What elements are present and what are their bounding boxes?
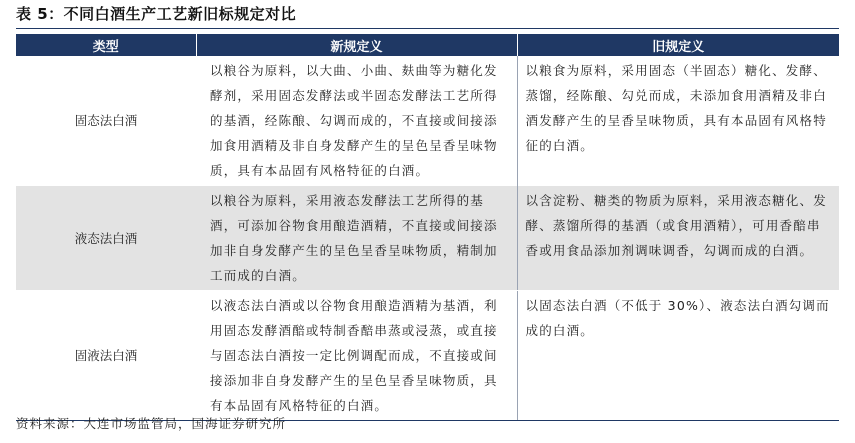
cell-new-definition: 以粮谷为原料，采用液态发酵法工艺所得的基酒，可添加谷物食用酿造酒精，不直接或间接添加非自身发酵产生的呈色呈香呈味物质，精制加工而成的白酒。 [196, 186, 517, 291]
cell-old-definition: 以粮食为原料，采用固态（半固态）糖化、发酵、蒸馏，经陈酿、勾兑而成，未添加食用酒精及非白酒发酵产生的呈香呈味物质，具有本品固有风格特征的白酒。 [525, 63, 827, 153]
cell-type: 固态法白酒 [74, 113, 138, 128]
cell-old-definition: 以固态法白酒（不低于 30%）、液态法白酒勾调而成的白酒。 [517, 291, 839, 421]
header-new-definition: 新规定义 [196, 34, 517, 56]
table-title: 表 5：不同白酒生产工艺新旧标规定对比 [16, 5, 297, 23]
table-header-row [16, 34, 839, 56]
comparison-table [16, 34, 839, 421]
cell-old-definition: 以含淀粉、糖类的物质为原料，采用液态糖化、发酵、蒸馏所得的基酒（或食用酒精），可用香醅串香或用食品添加剂调味调香，勾调而成的白酒。 [517, 186, 839, 291]
table-row [16, 291, 839, 421]
title-divider [16, 28, 839, 29]
cell-new-definition: 以粮谷为原料，以大曲、小曲、麸曲等为糖化发酵剂，采用固态发酵法或半固态发酵法工艺所得的基酒，经陈酿、勾调而成的，不直接或间接添加食用酒精及非自身发酵产生的呈色呈香呈味物质，具有本品固有风格特征的白酒。 [196, 56, 517, 186]
header-old-definition: 旧规定义 [517, 34, 839, 56]
source-note: 资料来源：大连市场监管局，国海证券研究所 [16, 416, 287, 431]
cell-type: 液态法白酒 [16, 186, 196, 291]
table-row [16, 56, 839, 186]
header-type: 类型 [16, 34, 196, 56]
cell-new-definition: 以液态法白酒或以谷物食用酿造酒精为基酒，利用固态发酵酒醅或特制香醅串蒸或浸蒸，或直接与固态法白酒按一定比例调配而成，不直接或间接添加非自身发酵产生的呈色呈香呈味物质，具有本品固有风格特征的白酒。 [196, 291, 517, 421]
table-row [16, 186, 839, 291]
cell-type: 固液法白酒 [16, 291, 196, 421]
